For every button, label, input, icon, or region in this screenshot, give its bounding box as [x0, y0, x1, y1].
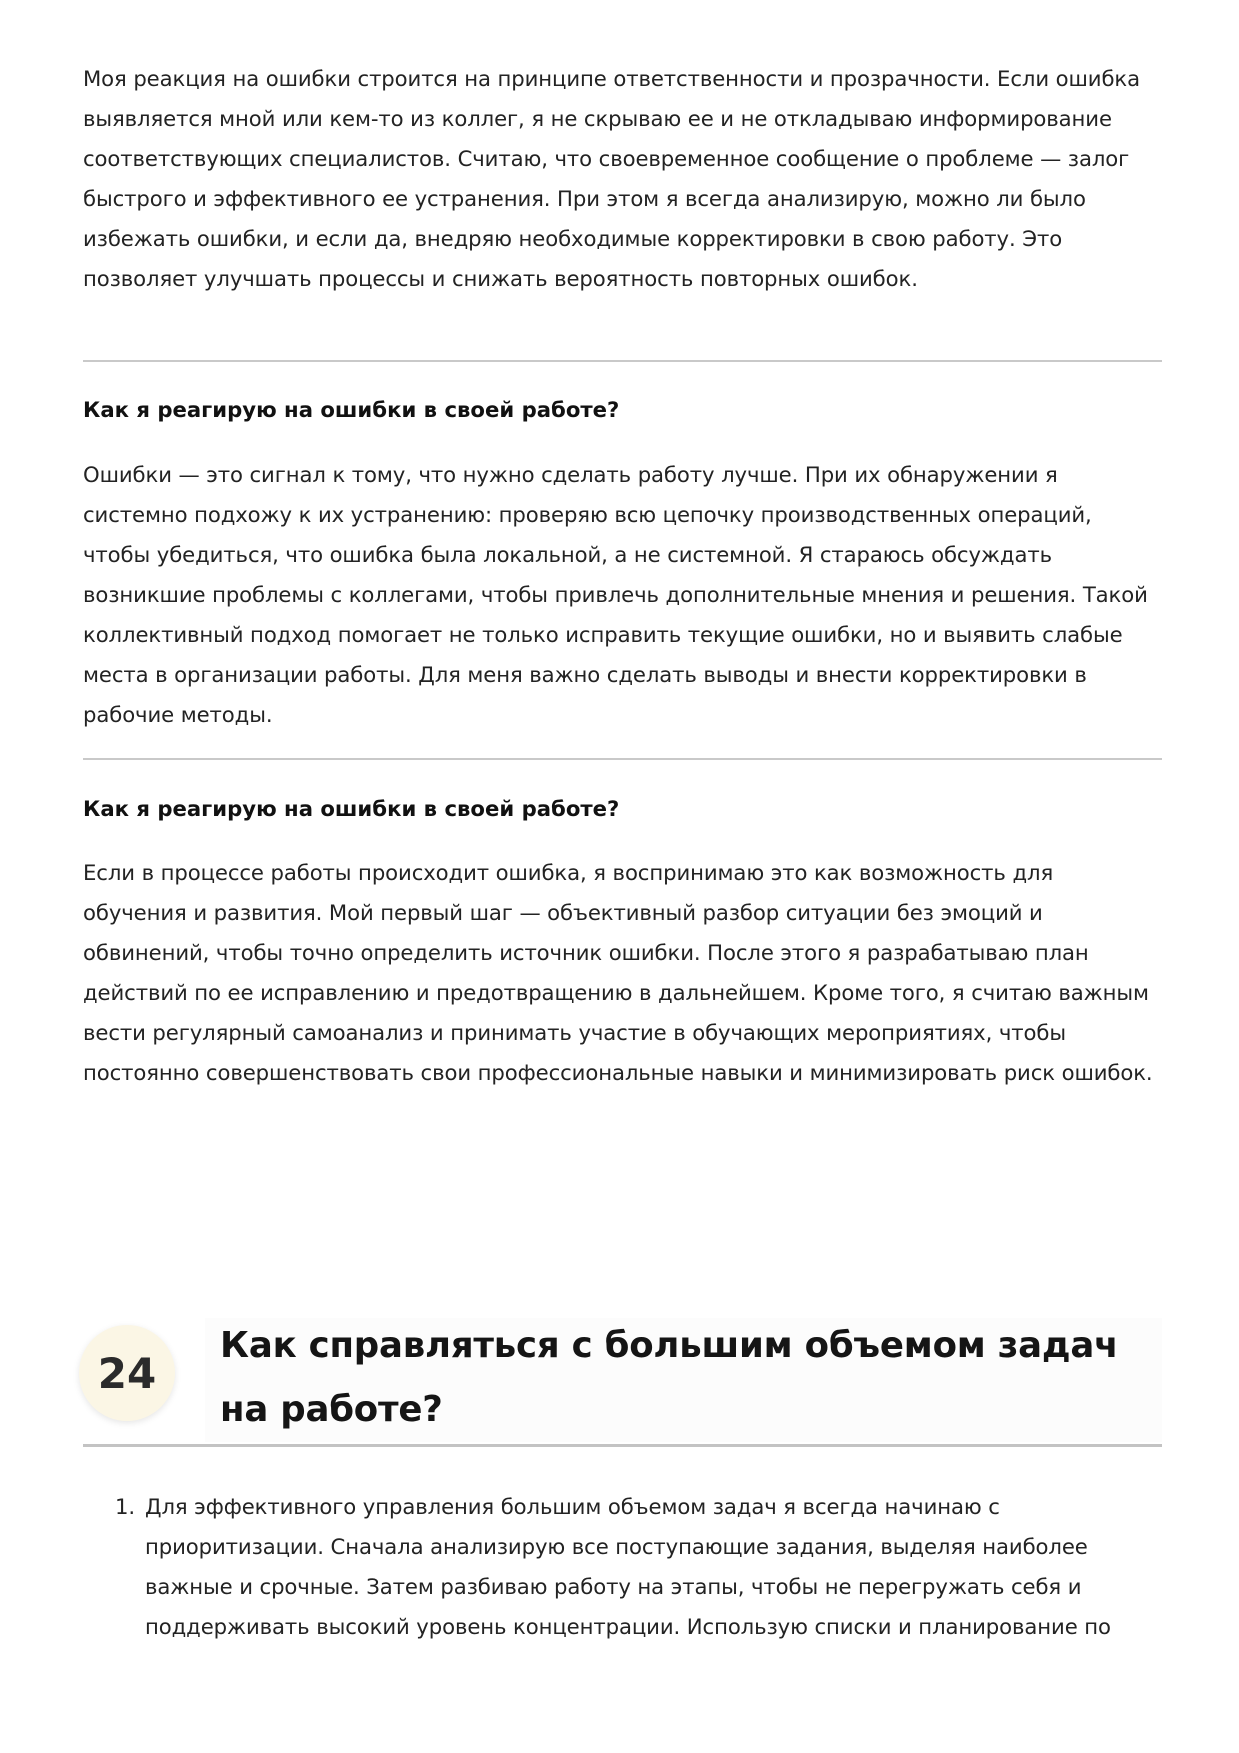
- qa-block-3: [83, 794, 1162, 824]
- answer-block-1: [83, 59, 1162, 299]
- list-item: [83, 1487, 1162, 1647]
- list-item-number: 1.: [115, 1494, 136, 1519]
- divider: [83, 758, 1162, 760]
- answer-block-2: [83, 455, 1162, 735]
- answer-text: Ошибки — это сигнал к тому, что нужно сделать работу лучше. При их обнаружении я системно подхожу к их устранению: проверяю всю цепочку производственных операций, чтобы убедиться, что ошибка была локальной, а не системной. Я стараюсь обсуждать возникшие проблемы с коллегами, чтобы привлечь дополнительные мнения и решения. Такой коллективный подход помогает не только исправить текущие ошибки, но и выявить слабые места в организации работы. Для меня важно сделать выводы и внести корректировки в рабочие методы.: [83, 462, 1148, 727]
- question-heading: Как я реагирую на ошибки в своей работе?: [83, 796, 620, 821]
- section-title: Как справляться с большим объемом задач на работе?: [220, 1325, 1119, 1430]
- answer-list: [83, 1487, 1162, 1647]
- divider: [83, 360, 1162, 362]
- qa-block-2: [83, 395, 1162, 425]
- answer-text: Если в процессе работы происходит ошибка, я воспринимаю это как возможность для обучения и развития. Мой первый шаг — объективный разбор ситуации без эмоций и обвинений, чтобы точно определить источник ошибки. После этого я разрабатываю план действий по ее исправлению и предотвращению в дальнейшем. Кроме того, я считаю важным вести регулярный самоанализ и принимать участие в обучающих мероприятиях, чтобы постоянно совершенствовать свои профессиональные навыки и минимизировать риск ошибок.: [83, 860, 1153, 1085]
- list-item-text: Для эффективного управления большим объемом задач я всегда начинаю с приоритизации. Сначала анализирую все поступающие задания, выделяя наиболее важные и срочные. Затем разбиваю работу на этапы, чтобы не перегружать себя и поддерживать высокий уровень концентрации. Использую списки и планирование по: [145, 1494, 1111, 1639]
- section-number-badge: 24: [79, 1325, 175, 1421]
- question-heading: Как я реагирую на ошибки в своей работе?: [83, 397, 620, 422]
- answer-block-3: [83, 853, 1162, 1093]
- section-title-rule: [83, 1444, 1162, 1447]
- answer-text: Моя реакция на ошибки строится на принципе ответственности и прозрачности. Если ошибка выявляется мной или кем-то из коллег, я не скрываю ее и не откладываю информирование соответствующих специалистов. Считаю, что своевременное сообщение о проблеме — залог быстрого и эффективного ее устранения. При этом я всегда анализирую, можно ли было избежать ошибки, и если да, внедряю необходимые корректировки в свою работу. Это позволяет улучшать процессы и снижать вероятность повторных ошибок.: [83, 66, 1141, 291]
